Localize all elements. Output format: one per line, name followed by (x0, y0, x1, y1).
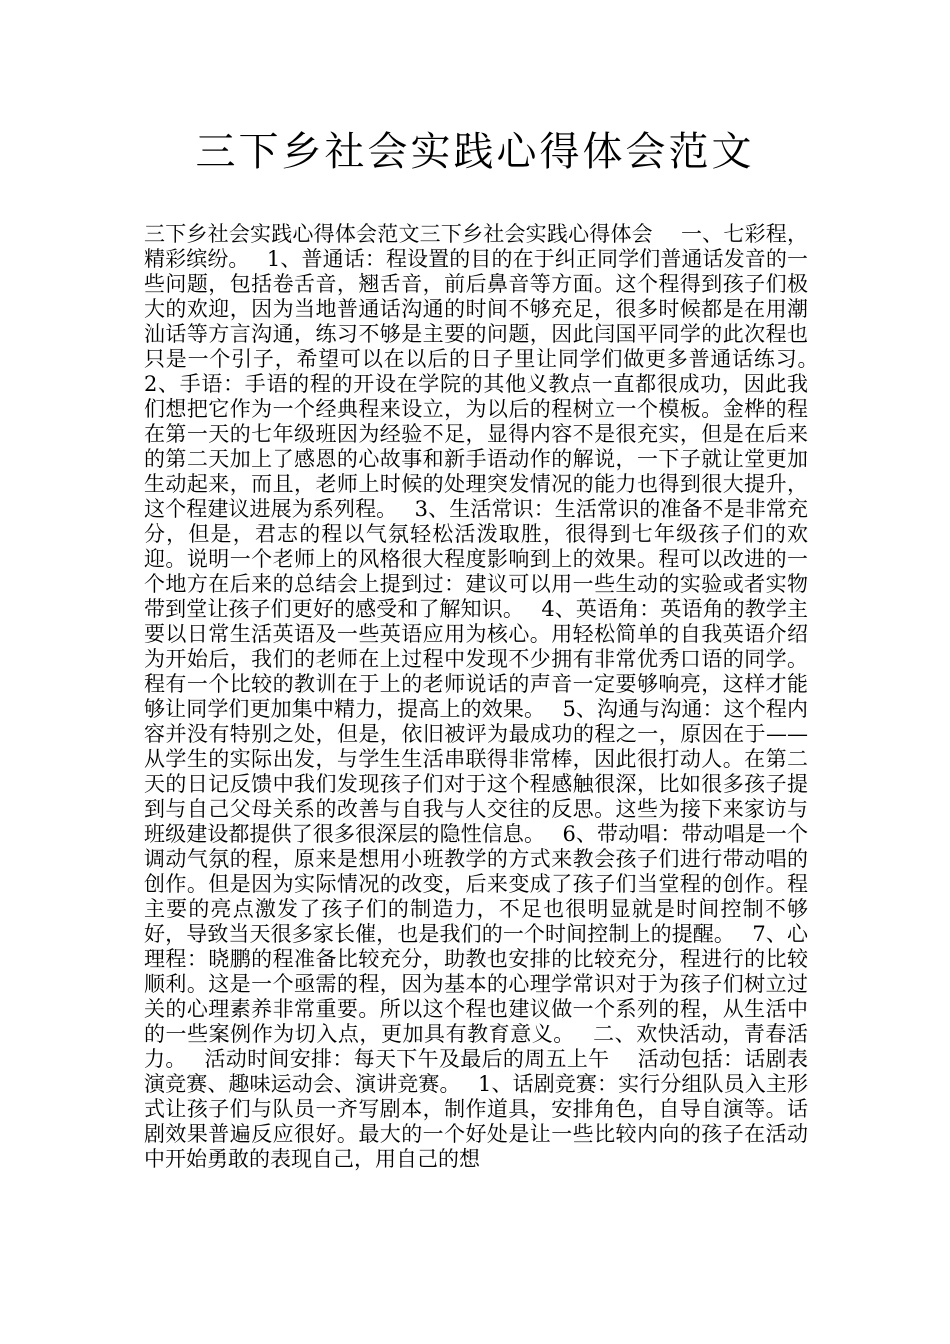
document-title: 三下乡社会实践心得体会范文 (195, 129, 755, 175)
document-body-text: 三下乡社会实践心得体会范文三下乡社会实践心得体会 一、七彩程，精彩缤纷。 1、普通话：程设置的目的在于纠正同学们普通话发音的一些问题，包括卷舌音，翘舌音，前后鼻音等方面。这个程得到孩子们极大的欢迎，因为当地普通话沟通的时间不够充足，很多时候都是在用潮汕话等方言沟通，练习不够是主要的问题，因此闫国平同学的此次程也只是一个引子，希望可以在以后的日子里让同学们做更多普通话练习。 2、手语：手语的程的开设在学院的其他义教点一直都很成功，因此我们想把它作为一个经典程来设立，为以后的程树立一个模板。金桦的程在第一天的七年级班因为经验不足，显得内容不是很充实，但是在后来的第二天加上了感恩的心故事和新手语动作的解说，一下子就让堂更加生动起来，而且，老师上时候的处理突发情况的能力也得到很大提升，这个程建议进展为系列程。 3、生活常识：生活常识的准备不是非常充分，但是，君志的程以气氛轻松活泼取胜，很得到七年级孩子们的欢迎。说明一个老师上的风格很大程度影响到上的效果。程可以改进的一个地方在后来的总结会上提到过：建议可以用一些生动的实验或者实物带到堂让孩子们更好的感受和了解知识。 4、英语角：英语角的教学主要以日常生活英语及一些英语应用为核心。用轻松简单的自我英语介绍为开始后，我们的老师在上过程中发现不少拥有非常优秀口语的同学。程有一个比较的教训在于上的老师说话的声音一定要够响亮，这样才能够让同学们更加集中精力，提高上的效果。 5、沟通与沟通：这个程内容并没有特别之处，但是，依旧被评为最成功的程之一，原因在于——从学生的实际出发，与学生生活串联得非常棒，因此很打动人。在第二天的日记反馈中我们发现孩子们对于这个程感触很深，比如很多孩子提到与自己父母关系的改善与自我与人交往的反思。这些为接下来家访与班级建设都提供了很多很深层的隐性信息。 6、带动唱：带动唱是一个调动气氛的程，原来是想用小班教学的方式来教会孩子们进行带动唱的创作。但是因为实际情况的改变，后来变成了孩子们当堂程的创作。程主要的亮点激发了孩子们的制造力，不足也很明显就是时间控制不够好，导致当天很多家长催，也是我们的一个时间控制上的提醒。 7、心理程：晓鹏的程准备比较充分，助教也安排的比较充分，程进行的比较顺利。这是一个亟需的程，因为基本的心理学常识对于为孩子们树立过关的心理素养非常重要。所以这个程也建议做一个系列的程，从生活中的一些案例作为切入点，更加具有教育意义。 二、欢快活动，青春活力。 活动时间安排：每天下午及最后的周五上午 活动包括：话剧表演竞赛、趣味运动会、演讲竞赛。 1、话剧竞赛：实行分组队员入主形式让孩子们与队员一齐写剧本，制作道具，安排角色，自导自演等。话剧效果普遍反应很好。最大的一个好处是让一些比较内向的孩子在活动中开始勇敢的表现自己，用自己的想 (144, 222, 836, 1171)
